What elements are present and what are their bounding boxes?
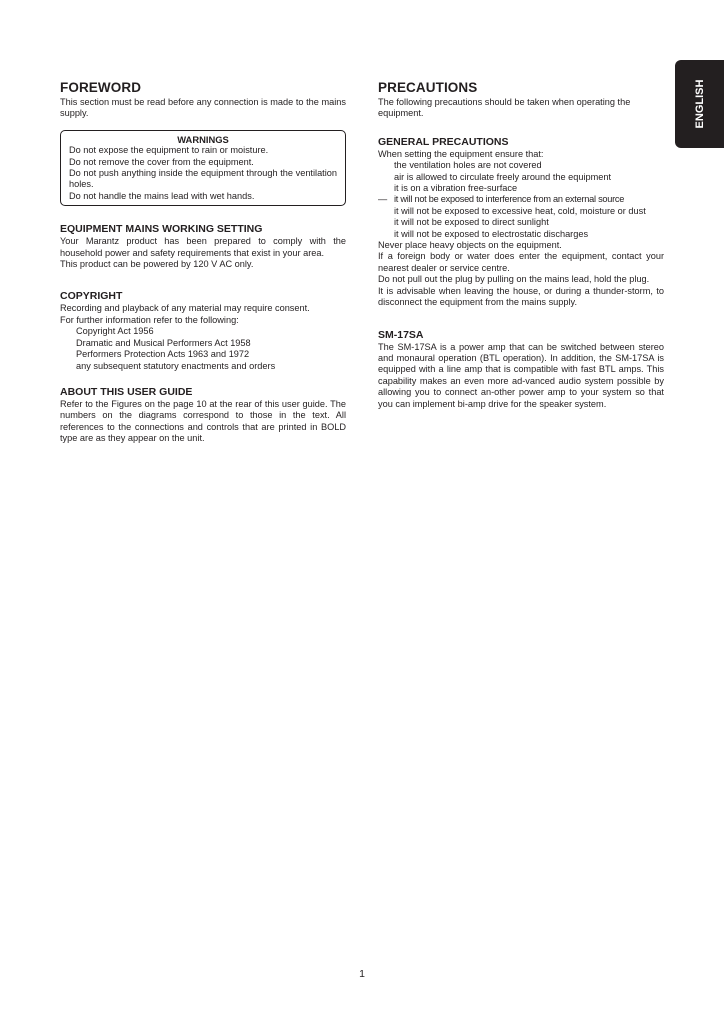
- copyright-acts-list: [60, 326, 346, 372]
- precaution-note: Never place heavy objects on the equipment.: [378, 240, 562, 251]
- copyright-act-item: Copyright Act 1956: [76, 326, 154, 337]
- general-precautions-lead: When setting the equipment ensure that:: [378, 148, 544, 159]
- warning-item: Do not push anything inside the equipment through the ventilation holes.: [69, 168, 337, 190]
- precaution-item: it will not be exposed to interference from an external source: [394, 194, 625, 205]
- language-tab: [675, 60, 724, 148]
- copyright-refer: For further information refer to the following:: [60, 314, 239, 325]
- precaution-item-dashed: [378, 194, 664, 205]
- precautions-heading: PRECAUTIONS: [378, 80, 478, 95]
- precaution-note: Do not pull out the plug by pulling on the mains lead, hold the plug.: [378, 274, 650, 285]
- copyright-consent: Recording and playback of any material may require consent.: [60, 303, 310, 314]
- general-precautions-list-continued: [378, 206, 664, 240]
- foreword-intro: This section must be read before any connection is made to the mains supply.: [60, 97, 346, 119]
- copyright-act-item: any subsequent statutory enactments and orders: [76, 360, 276, 371]
- language-tab-label: ENGLISH: [693, 79, 706, 129]
- copyright-heading: COPYRIGHT: [60, 290, 123, 303]
- warning-item: Do not expose the equipment to rain or moisture.: [69, 145, 269, 156]
- model-text: The SM-17SA is a power amp that can be switched between stereo and monaural operation (BTL operation). In addition, the SM-17SA is equipped with a line amp that is compatible with fast BTL amps. This capability makes an even more ad-vanced audio system possible by allowing you to connect an-other power amp to your system so that you can implement bi-amp drive for the speaker system.: [378, 341, 664, 409]
- foreword-heading: FOREWORD: [60, 80, 142, 95]
- warning-item: Do not remove the cover from the equipment.: [69, 156, 254, 167]
- mains-text: Your Marantz product has been prepared to comply with the household power and safety requirements that exist in your area.: [60, 236, 346, 258]
- warnings-box: [60, 130, 346, 206]
- right-column: [378, 80, 664, 410]
- precautions-intro: The following precautions should be taken when operating the equipment.: [378, 97, 631, 119]
- precaution-item: the ventilation holes are not covered: [394, 160, 542, 171]
- general-precautions-list: [378, 160, 664, 194]
- warnings-title: WARNINGS: [177, 133, 229, 145]
- page-number: 1: [359, 968, 365, 980]
- left-column: [60, 80, 346, 445]
- precaution-item: it is on a vibration free-surface: [394, 183, 518, 194]
- dash-marker: —: [378, 194, 388, 205]
- precaution-note: It is advisable when leaving the house, or during a thunder-storm, to disconnect the equipment from the mains supply.: [378, 285, 664, 308]
- guide-heading: ABOUT THIS USER GUIDE: [60, 385, 193, 398]
- copyright-act-item: Performers Protection Acts 1963 and 1972: [76, 349, 250, 360]
- copyright-act-item: Dramatic and Musical Performers Act 1958: [76, 337, 251, 348]
- model-heading: SM-17SA: [378, 328, 424, 341]
- mains-heading: EQUIPMENT MAINS WORKING SETTING: [60, 223, 263, 236]
- general-precautions-heading: GENERAL PRECAUTIONS: [378, 135, 509, 148]
- mains-voltage-text: This product can be powered by 120 V AC only.: [60, 259, 254, 270]
- precaution-item: air is allowed to circulate freely around the equipment: [394, 171, 612, 182]
- precaution-item: it will not be exposed to excessive heat, cold, moisture or dust: [394, 205, 646, 216]
- precaution-item: it will not be exposed to direct sunlight: [394, 217, 549, 228]
- precaution-note: If a foreign body or water does enter the equipment, contact your nearest dealer or service centre.: [378, 251, 664, 273]
- warning-item: Do not handle the mains lead with wet hands.: [69, 190, 255, 201]
- precaution-item: it will not be exposed to electrostatic discharges: [394, 228, 589, 239]
- guide-text: Refer to the Figures on the page 10 at the rear of this user guide. The numbers on the diagrams correspond to those in the text. All references to the connections and controls that are printed in BOLD type are as they appear on the unit.: [60, 398, 346, 444]
